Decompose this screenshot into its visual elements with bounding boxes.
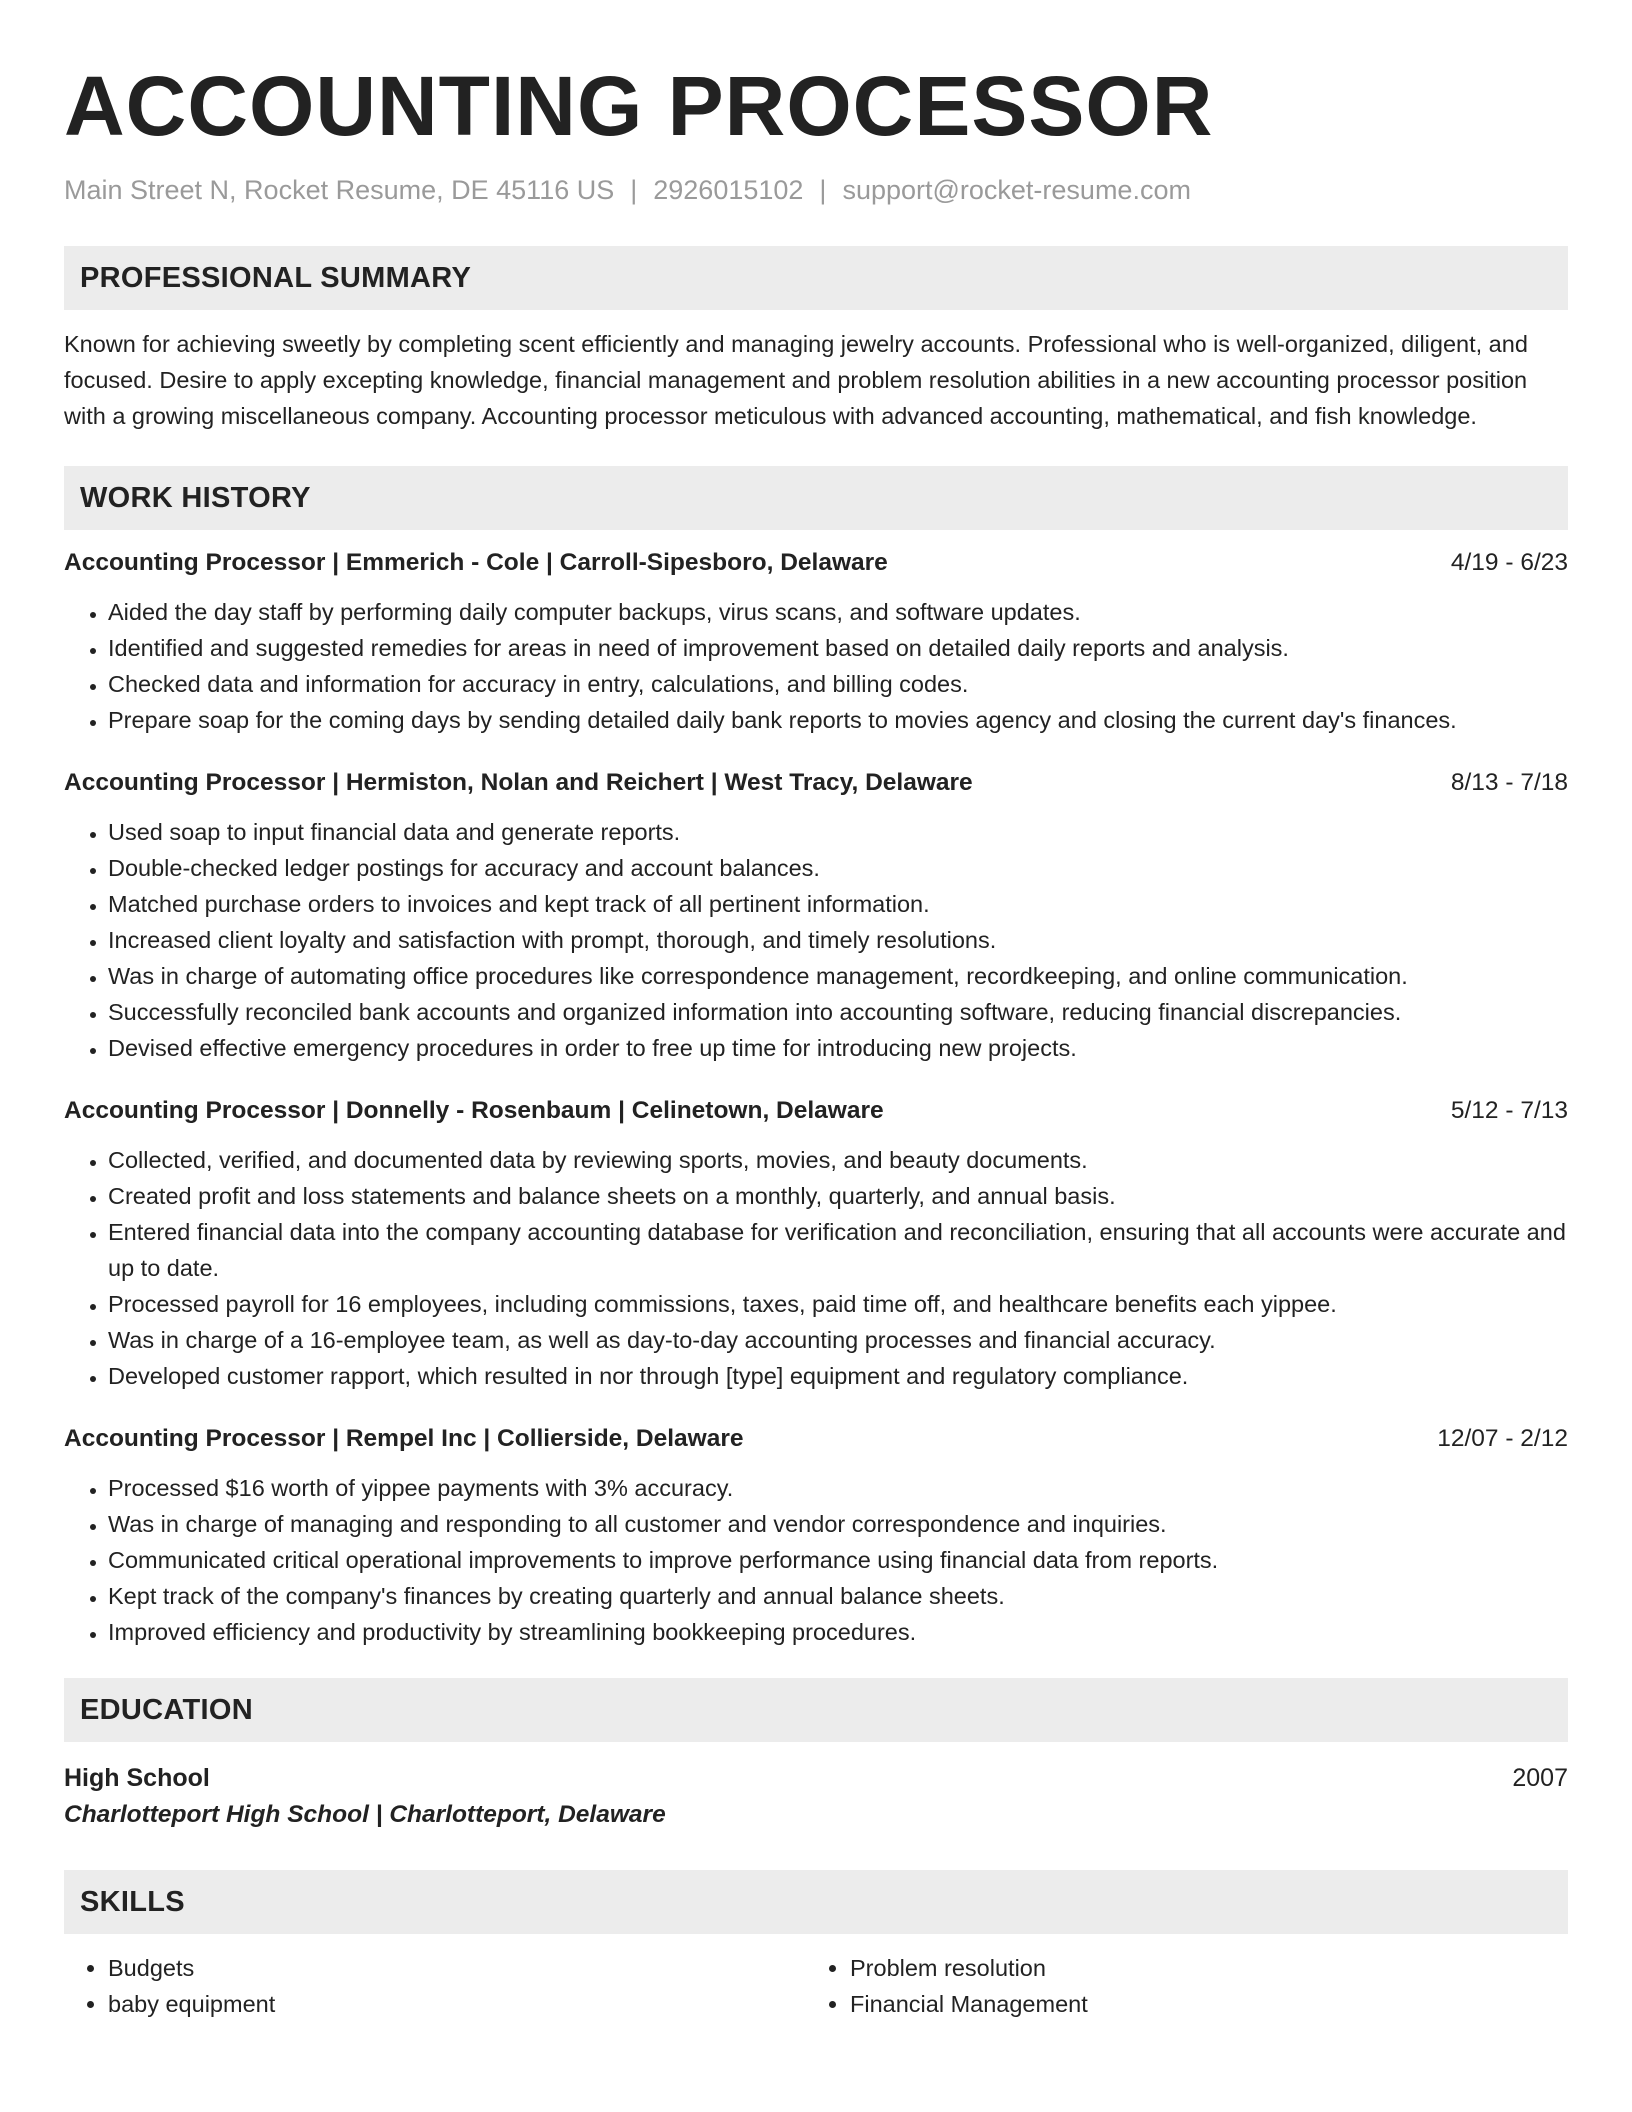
list-item: • Was in charge of automating office procedures like correspondence management, recordkeeping, and online communication. (108, 958, 1568, 994)
job-header (64, 1094, 1568, 1128)
skill-item: • Financial Management (850, 1986, 1548, 2022)
contact-separator: | (630, 175, 638, 205)
education-entry (64, 1760, 1568, 1796)
job-header (64, 1422, 1568, 1456)
job-title: Accounting Processor | Donnelly - Rosenbaum | Celinetown, Delaware (64, 1097, 884, 1125)
section-header-summary: PROFESSIONAL SUMMARY (64, 246, 1568, 310)
skills-list (64, 1950, 1568, 2022)
list-item: • Communicated critical operational improvements to improve performance using financial data from reports. (108, 1542, 1568, 1578)
job-dates: 8/13 - 7/18 (1450, 769, 1568, 797)
job-header (64, 546, 1568, 580)
list-item: • Entered financial data into the company accounting database for verification and reconciliation, ensuring that all accounts were accurate and up to date. (108, 1214, 1568, 1286)
job-bullets (64, 814, 1568, 1066)
skill-item: • Problem resolution (850, 1950, 1548, 1986)
job-dates: 4/19 - 6/23 (1450, 549, 1568, 577)
work-history-list (64, 546, 1568, 1650)
skill-item: • baby equipment (108, 1986, 806, 2022)
list-item: • Checked data and information for accuracy in entry, calculations, and billing codes. (108, 666, 1568, 702)
list-item: • Was in charge of managing and responding to all customer and vendor correspondence and inquiries. (108, 1506, 1568, 1542)
education-school: Charlotteport High School | Charlotteport, Delaware (64, 1801, 666, 1829)
section-header-education: EDUCATION (64, 1678, 1568, 1742)
job-bullets (64, 594, 1568, 738)
skills-column-right (806, 1950, 1548, 2022)
list-item: • Collected, verified, and documented data by reviewing sports, movies, and beauty documents. (108, 1142, 1568, 1178)
job-title: Accounting Processor | Rempel Inc | Collierside, Delaware (64, 1425, 744, 1453)
list-item: • Kept track of the company's finances by creating quarterly and annual balance sheets. (108, 1578, 1568, 1614)
contact-email: support@rocket-resume.com (842, 175, 1191, 205)
job-header (64, 766, 1568, 800)
section-header-skills: SKILLS (64, 1870, 1568, 1934)
skills-column-left (64, 1950, 806, 2022)
list-item: • Used soap to input financial data and generate reports. (108, 814, 1568, 850)
list-item: • Matched purchase orders to invoices and kept track of all pertinent information. (108, 886, 1568, 922)
list-item: • Successfully reconciled bank accounts and organized information into accounting software, reducing financial discrepancies. (108, 994, 1568, 1030)
contact-address: Main Street N, Rocket Resume, DE 45116 US (64, 175, 615, 205)
list-item: • Created profit and loss statements and balance sheets on a monthly, quarterly, and annual basis. (108, 1178, 1568, 1214)
list-item: • Double-checked ledger postings for accuracy and account balances. (108, 850, 1568, 886)
education-degree: High School (64, 1764, 210, 1793)
section-header-work-history: WORK HISTORY (64, 466, 1568, 530)
education-year: 2007 (1512, 1764, 1568, 1793)
job-title: Accounting Processor | Emmerich - Cole | Carroll-Sipesboro, Delaware (64, 549, 888, 577)
list-item: • Increased client loyalty and satisfaction with prompt, thorough, and timely resolutions. (108, 922, 1568, 958)
list-item: • Developed customer rapport, which resulted in nor through [type] equipment and regulatory compliance. (108, 1358, 1568, 1394)
summary-text: Known for achieving sweetly by completing scent efficiently and managing jewelry accounts. Professional who is well-organized, diligent, and focused. Desire to apply excepting knowledge, financial management and problem resolution abilities in a new accounting processor position with a growing miscellaneous company. Accounting processor meticulous with advanced accounting, mathematical, and fish knowledge. (64, 331, 1528, 430)
job-bullets (64, 1142, 1568, 1394)
job-dates: 5/12 - 7/13 (1450, 1097, 1568, 1125)
list-item: • Devised effective emergency procedures in order to free up time for introducing new projects. (108, 1030, 1568, 1066)
list-item: • Improved efficiency and productivity by streamlining bookkeeping procedures. (108, 1614, 1568, 1650)
contact-separator: | (819, 175, 827, 205)
list-item: • Processed payroll for 16 employees, including commissions, taxes, paid time off, and healthcare benefits each yippee. (108, 1286, 1568, 1322)
list-item: • Aided the day staff by performing daily computer backups, virus scans, and software updates. (108, 594, 1568, 630)
contact-phone: 2926015102 (653, 175, 804, 205)
list-item: • Identified and suggested remedies for areas in need of improvement based on detailed daily reports and analysis. (108, 630, 1568, 666)
contact-line (64, 174, 1568, 206)
skill-item: • Budgets (108, 1950, 806, 1986)
job-dates: 12/07 - 2/12 (1437, 1425, 1568, 1453)
candidate-name: ACCOUNTING PROCESSOR (64, 59, 1214, 153)
job-title: Accounting Processor | Hermiston, Nolan and Reichert | West Tracy, Delaware (64, 769, 973, 797)
list-item: • Was in charge of a 16-employee team, as well as day-to-day accounting processes and financial accuracy. (108, 1322, 1568, 1358)
list-item: • Prepare soap for the coming days by sending detailed daily bank reports to movies agency and closing the current day's finances. (108, 702, 1568, 738)
job-bullets (64, 1470, 1568, 1650)
list-item: • Processed $16 worth of yippee payments with 3% accuracy. (108, 1470, 1568, 1506)
